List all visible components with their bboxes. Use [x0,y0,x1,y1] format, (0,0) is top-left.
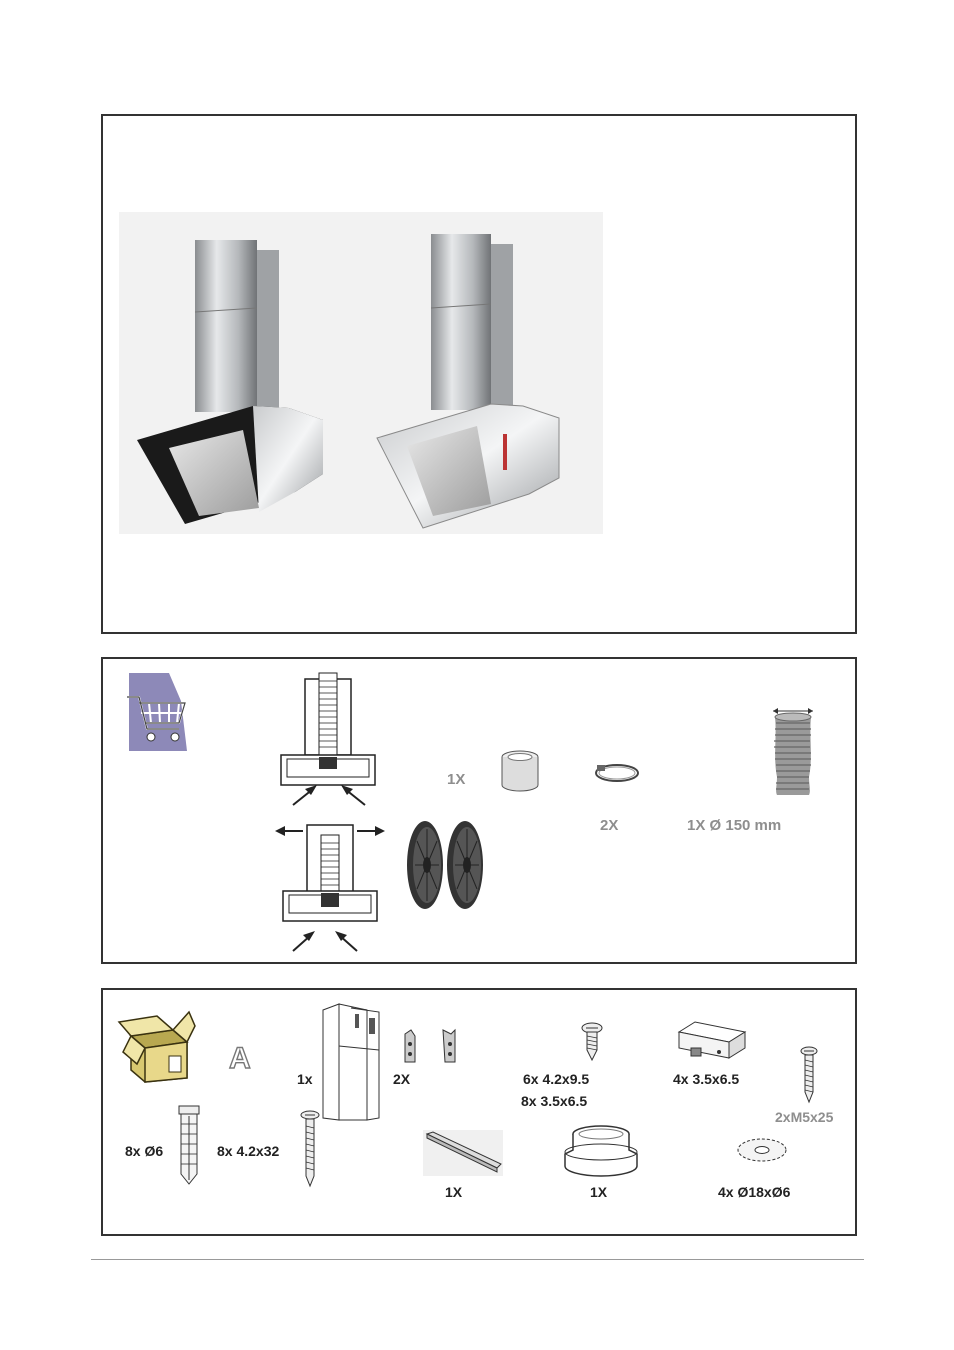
wall-plug-icon [175,1104,203,1186]
footer-rule [91,1259,864,1260]
section-letter: A [229,1042,251,1075]
open-box-icon [117,1008,197,1082]
chimney-icon [321,1002,387,1122]
screw-m5-qty: 2xM5x25 [775,1109,834,1125]
box-contents-panel [101,988,857,1236]
long-screw-icon [299,1110,321,1188]
bar-qty: 1X [445,1184,463,1200]
flexible-duct-icon [771,707,815,797]
reducer-icon [497,749,543,793]
reducer-qty: 1X [447,771,466,788]
screws-small-qty-1: 6x 4.2x9.5 [523,1071,590,1087]
hose-clamp-icon [593,759,641,785]
flexible-duct-qty: 1X Ø 150 mm [687,817,782,834]
washers-qty: 4x Ø18xØ6 [718,1184,791,1200]
airflow-arrows-in [289,783,369,807]
brackets-icon [403,1028,463,1064]
hood-black-glass [137,240,323,524]
shopping-cart-icon [125,671,191,753]
bar-icon [423,1130,503,1176]
flange-icon [561,1122,641,1180]
connection-box-icon [675,1018,747,1064]
brackets-qty: 2X [393,1071,411,1087]
wall-plugs-qty: 8x Ø6 [125,1143,164,1159]
hood-steel [377,234,559,528]
small-screw-icon [579,1022,605,1062]
hood-diagram-recirculating [275,821,385,955]
flange-qty: 1X [590,1184,608,1200]
carbon-filters-icon [403,817,487,913]
m5-screw-icon [799,1046,819,1104]
optional-accessories-panel [101,657,857,964]
hose-clamp-qty: 2X [600,817,619,834]
product-photo [119,212,603,534]
chimney-qty: 1x [297,1071,313,1087]
connection-box-qty: 4x 3.5x6.5 [673,1071,740,1087]
product-photo-panel [101,114,857,634]
screws-small-qty-2: 8x 3.5x6.5 [521,1093,588,1109]
cooker-hood-photos [119,212,603,534]
washer-icon [735,1136,789,1164]
long-screws-qty: 8x 4.2x32 [217,1143,280,1159]
